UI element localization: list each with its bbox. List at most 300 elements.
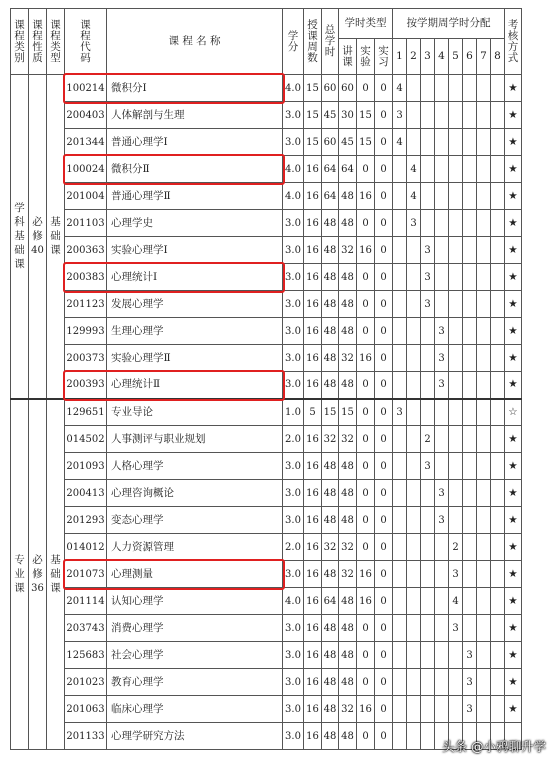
total-hours: 48 (322, 291, 339, 318)
group-type-text: 基 础 课 (50, 553, 61, 594)
term-7-hours (477, 534, 491, 561)
term-1-hours: 4 (393, 75, 407, 102)
practice-hours: 0 (375, 642, 393, 669)
experiment-hours: 16 (357, 588, 375, 615)
exam-method: ★ (505, 102, 522, 129)
term-7-hours (477, 696, 491, 723)
term-6-hours (463, 129, 477, 156)
term-6-hours (463, 102, 477, 129)
course-name: 心理咨询概论 (107, 480, 283, 507)
term-4-hours (435, 102, 449, 129)
credit: 3.0 (283, 291, 304, 318)
group-nature-text: 必 修 40 (31, 215, 44, 256)
term-2-hours (407, 642, 421, 669)
term-3-hours: 3 (421, 453, 435, 480)
term-4-hours (435, 669, 449, 696)
term-6-hours: 3 (463, 696, 477, 723)
header-term-1: 1 (393, 39, 407, 75)
exam-method: ★ (505, 480, 522, 507)
course-name: 生理心理学 (107, 318, 283, 345)
lecture-hours: 32 (339, 237, 357, 264)
total-hours: 48 (322, 669, 339, 696)
experiment-hours: 0 (357, 372, 375, 399)
term-5-hours (449, 480, 463, 507)
practice-hours: 0 (375, 615, 393, 642)
exam-method: ★ (505, 264, 522, 291)
table-row (11, 615, 522, 642)
weeks: 16 (304, 345, 322, 372)
term-1-hours (393, 696, 407, 723)
term-5-hours (449, 507, 463, 534)
practice-hours: 0 (375, 507, 393, 534)
term-4-hours (435, 264, 449, 291)
term-4-hours (435, 210, 449, 237)
experiment-hours: 0 (357, 453, 375, 480)
term-5-hours (449, 129, 463, 156)
credit: 3.0 (283, 723, 304, 750)
table-row (11, 75, 522, 102)
term-4-hours (435, 156, 449, 183)
table-row (11, 318, 522, 345)
term-7-hours (477, 588, 491, 615)
total-hours: 48 (322, 561, 339, 588)
course-name: 心理统计Ⅱ (107, 372, 283, 399)
term-1-hours (393, 561, 407, 588)
credit: 3.0 (283, 615, 304, 642)
term-3-hours (421, 183, 435, 210)
term-1-hours (393, 669, 407, 696)
total-hours: 48 (322, 372, 339, 399)
course-code: 200393 (65, 372, 107, 399)
experiment-hours: 0 (357, 480, 375, 507)
course-code: 201114 (65, 588, 107, 615)
total-hours: 48 (322, 507, 339, 534)
experiment-hours: 16 (357, 237, 375, 264)
practice-hours: 0 (375, 480, 393, 507)
term-5-hours (449, 318, 463, 345)
total-hours: 48 (322, 345, 339, 372)
table-row (11, 264, 522, 291)
term-8-hours (491, 183, 505, 210)
practice-hours: 0 (375, 588, 393, 615)
group-type (47, 75, 65, 399)
practice-hours: 0 (375, 318, 393, 345)
total-hours: 60 (322, 75, 339, 102)
term-7-hours (477, 183, 491, 210)
term-1-hours (393, 210, 407, 237)
term-1-hours: 3 (393, 399, 407, 426)
term-5-hours: 4 (449, 588, 463, 615)
practice-hours: 0 (375, 156, 393, 183)
term-6-hours (463, 156, 477, 183)
term-5-hours (449, 399, 463, 426)
total-hours: 48 (322, 264, 339, 291)
term-8-hours (491, 588, 505, 615)
experiment-hours: 16 (357, 345, 375, 372)
credit: 3.0 (283, 237, 304, 264)
table-row (11, 588, 522, 615)
term-7-hours (477, 237, 491, 264)
curriculum-table (10, 8, 522, 750)
term-8-hours (491, 372, 505, 399)
term-6-hours (463, 426, 477, 453)
practice-hours: 0 (375, 75, 393, 102)
table-row (11, 129, 522, 156)
credit: 3.0 (283, 642, 304, 669)
term-2-hours (407, 291, 421, 318)
weeks: 16 (304, 642, 322, 669)
table-row (11, 453, 522, 480)
term-1-hours (393, 237, 407, 264)
term-8-hours (491, 210, 505, 237)
lecture-hours: 60 (339, 75, 357, 102)
term-2-hours (407, 318, 421, 345)
practice-hours: 0 (375, 453, 393, 480)
table-row (11, 237, 522, 264)
weeks: 16 (304, 237, 322, 264)
term-7-hours (477, 372, 491, 399)
term-5-hours (449, 264, 463, 291)
term-3-hours (421, 210, 435, 237)
table-row (11, 480, 522, 507)
term-4-hours (435, 615, 449, 642)
term-7-hours (477, 561, 491, 588)
term-8-hours (491, 237, 505, 264)
term-2-hours (407, 588, 421, 615)
lecture-hours: 32 (339, 534, 357, 561)
term-5-hours (449, 156, 463, 183)
experiment-hours: 0 (357, 210, 375, 237)
total-hours: 15 (322, 399, 339, 426)
term-8-hours (491, 102, 505, 129)
term-8-hours (491, 426, 505, 453)
term-2-hours (407, 372, 421, 399)
term-4-hours (435, 588, 449, 615)
term-8-hours (491, 534, 505, 561)
total-hours: 48 (322, 237, 339, 264)
term-7-hours (477, 345, 491, 372)
course-code: 100214 (65, 75, 107, 102)
course-name: 心理测量 (107, 561, 283, 588)
term-3-hours (421, 669, 435, 696)
term-4-hours: 3 (435, 345, 449, 372)
header-exam: 考 核 方 式 (505, 9, 522, 75)
term-4-hours: 3 (435, 507, 449, 534)
term-4-hours (435, 696, 449, 723)
group-nature (29, 399, 47, 750)
term-5-hours (449, 102, 463, 129)
total-hours: 48 (322, 615, 339, 642)
term-1-hours (393, 183, 407, 210)
header-category: 课 程 类 别 (11, 9, 29, 75)
term-4-hours (435, 399, 449, 426)
weeks: 16 (304, 723, 322, 750)
term-6-hours (463, 183, 477, 210)
term-3-hours (421, 156, 435, 183)
watermark: 头条 @小鸦聊升学 (442, 739, 546, 754)
practice-hours: 0 (375, 372, 393, 399)
term-2-hours: 3 (407, 210, 421, 237)
course-code: 200403 (65, 102, 107, 129)
term-4-hours (435, 426, 449, 453)
term-2-hours (407, 426, 421, 453)
exam-method: ★ (505, 210, 522, 237)
weeks: 16 (304, 615, 322, 642)
term-7-hours (477, 426, 491, 453)
term-5-hours: 3 (449, 561, 463, 588)
term-2-hours (407, 345, 421, 372)
course-name: 认知心理学 (107, 588, 283, 615)
course-code: 201073 (65, 561, 107, 588)
total-hours: 48 (322, 453, 339, 480)
weeks: 15 (304, 102, 322, 129)
weeks: 16 (304, 291, 322, 318)
course-code: 201093 (65, 453, 107, 480)
exam-method: ★ (505, 345, 522, 372)
lecture-hours: 48 (339, 642, 357, 669)
lecture-hours: 48 (339, 210, 357, 237)
credit: 4.0 (283, 183, 304, 210)
header-experiment: 实 验 (357, 39, 375, 75)
weeks: 16 (304, 561, 322, 588)
term-3-hours: 2 (421, 426, 435, 453)
exam-method: ★ (505, 669, 522, 696)
term-6-hours (463, 534, 477, 561)
course-name: 微积分Ⅱ (107, 156, 283, 183)
term-7-hours (477, 102, 491, 129)
term-6-hours (463, 264, 477, 291)
term-3-hours (421, 102, 435, 129)
practice-hours: 0 (375, 561, 393, 588)
term-3-hours (421, 507, 435, 534)
term-8-hours (491, 399, 505, 426)
table-row (11, 642, 522, 669)
term-7-hours (477, 507, 491, 534)
course-name: 临床心理学 (107, 696, 283, 723)
term-2-hours (407, 237, 421, 264)
credit: 3.0 (283, 264, 304, 291)
weeks: 16 (304, 588, 322, 615)
experiment-hours: 16 (357, 696, 375, 723)
term-2-hours (407, 507, 421, 534)
term-4-hours (435, 75, 449, 102)
term-1-hours (393, 318, 407, 345)
exam-method: ★ (505, 507, 522, 534)
term-7-hours (477, 615, 491, 642)
term-5-hours (449, 291, 463, 318)
table-row (11, 399, 522, 426)
course-code: 201133 (65, 723, 107, 750)
term-1-hours (393, 480, 407, 507)
lecture-hours: 48 (339, 372, 357, 399)
term-6-hours (463, 507, 477, 534)
total-hours: 64 (322, 183, 339, 210)
total-hours: 64 (322, 156, 339, 183)
group-nature (29, 75, 47, 399)
weeks: 15 (304, 129, 322, 156)
experiment-hours: 0 (357, 426, 375, 453)
header-row-top (11, 9, 522, 39)
practice-hours: 0 (375, 129, 393, 156)
credit: 3.0 (283, 345, 304, 372)
course-code: 014502 (65, 426, 107, 453)
course-name: 发展心理学 (107, 291, 283, 318)
header-term-7: 7 (477, 39, 491, 75)
term-6-hours (463, 561, 477, 588)
term-4-hours: 3 (435, 372, 449, 399)
exam-method: ★ (505, 696, 522, 723)
header-name: 课 程 名 称 (107, 9, 283, 75)
term-8-hours (491, 156, 505, 183)
group-type (47, 399, 65, 750)
exam-method: ★ (505, 75, 522, 102)
lecture-hours: 48 (339, 615, 357, 642)
lecture-hours: 48 (339, 453, 357, 480)
total-hours: 48 (322, 723, 339, 750)
term-5-hours (449, 669, 463, 696)
course-name: 心理学研究方法 (107, 723, 283, 750)
lecture-hours: 32 (339, 426, 357, 453)
course-code: 201004 (65, 183, 107, 210)
term-4-hours (435, 534, 449, 561)
header-practice: 实 习 (375, 39, 393, 75)
term-6-hours (463, 372, 477, 399)
term-8-hours (491, 669, 505, 696)
course-code: 014012 (65, 534, 107, 561)
experiment-hours: 15 (357, 102, 375, 129)
exam-method: ★ (505, 183, 522, 210)
term-2-hours (407, 561, 421, 588)
course-name: 消费心理学 (107, 615, 283, 642)
table-row (11, 291, 522, 318)
term-2-hours (407, 723, 421, 750)
term-3-hours (421, 372, 435, 399)
experiment-hours: 0 (357, 507, 375, 534)
weeks: 16 (304, 210, 322, 237)
course-name: 实验心理学Ⅱ (107, 345, 283, 372)
exam-method: ★ (505, 129, 522, 156)
course-name: 社会心理学 (107, 642, 283, 669)
term-3-hours (421, 642, 435, 669)
term-2-hours: 4 (407, 183, 421, 210)
term-1-hours (393, 507, 407, 534)
header-term-2: 2 (407, 39, 421, 75)
term-3-hours (421, 696, 435, 723)
term-1-hours (393, 291, 407, 318)
term-4-hours (435, 237, 449, 264)
course-code: 201103 (65, 210, 107, 237)
term-7-hours (477, 291, 491, 318)
lecture-hours: 64 (339, 156, 357, 183)
term-1-hours (393, 264, 407, 291)
term-6-hours (463, 399, 477, 426)
header-weeks: 授 课 周 数 (304, 9, 322, 75)
credit: 3.0 (283, 372, 304, 399)
term-2-hours (407, 399, 421, 426)
term-6-hours (463, 480, 477, 507)
lecture-hours: 48 (339, 318, 357, 345)
weeks: 16 (304, 156, 322, 183)
header-term-3: 3 (421, 39, 435, 75)
term-6-hours (463, 237, 477, 264)
term-5-hours (449, 642, 463, 669)
total-hours: 48 (322, 480, 339, 507)
course-name: 心理统计Ⅰ (107, 264, 283, 291)
term-3-hours (421, 588, 435, 615)
credit: 3.0 (283, 507, 304, 534)
lecture-hours: 48 (339, 588, 357, 615)
term-8-hours (491, 291, 505, 318)
term-2-hours (407, 264, 421, 291)
term-7-hours (477, 318, 491, 345)
total-hours: 48 (322, 642, 339, 669)
header-term-dist: 按学期周学时分配 (393, 9, 505, 39)
credit: 4.0 (283, 156, 304, 183)
term-1-hours: 4 (393, 129, 407, 156)
term-4-hours (435, 642, 449, 669)
course-name: 普通心理学Ⅰ (107, 129, 283, 156)
term-8-hours (491, 129, 505, 156)
term-7-hours (477, 210, 491, 237)
weeks: 16 (304, 426, 322, 453)
exam-method: ☆ (505, 399, 522, 426)
exam-method: ★ (505, 588, 522, 615)
term-8-hours (491, 318, 505, 345)
exam-method: ★ (505, 426, 522, 453)
header-type: 课 程 类 型 (47, 9, 65, 75)
lecture-hours: 48 (339, 669, 357, 696)
term-5-hours (449, 183, 463, 210)
term-3-hours (421, 345, 435, 372)
weeks: 16 (304, 696, 322, 723)
table-row (11, 183, 522, 210)
term-8-hours (491, 345, 505, 372)
term-4-hours: 3 (435, 318, 449, 345)
course-code: 201293 (65, 507, 107, 534)
lecture-hours: 48 (339, 264, 357, 291)
term-1-hours (393, 642, 407, 669)
lecture-hours: 45 (339, 129, 357, 156)
term-1-hours (393, 426, 407, 453)
term-5-hours (449, 696, 463, 723)
practice-hours: 0 (375, 426, 393, 453)
term-3-hours (421, 723, 435, 750)
term-7-hours (477, 399, 491, 426)
practice-hours: 0 (375, 183, 393, 210)
total-hours: 60 (322, 129, 339, 156)
term-4-hours (435, 129, 449, 156)
group-nature-text: 必 修 36 (31, 553, 44, 594)
practice-hours: 0 (375, 534, 393, 561)
weeks: 5 (304, 399, 322, 426)
term-7-hours (477, 642, 491, 669)
term-2-hours: 4 (407, 156, 421, 183)
term-3-hours (421, 75, 435, 102)
term-6-hours (463, 318, 477, 345)
credit: 3.0 (283, 129, 304, 156)
group-category-text: 学 科 基 础 课 (14, 201, 25, 270)
term-1-hours (393, 372, 407, 399)
group-category (11, 75, 29, 399)
term-5-hours (449, 237, 463, 264)
term-7-hours (477, 75, 491, 102)
lecture-hours: 15 (339, 399, 357, 426)
term-8-hours (491, 480, 505, 507)
table-row (11, 426, 522, 453)
term-6-hours (463, 291, 477, 318)
credit: 4.0 (283, 75, 304, 102)
course-code: 201344 (65, 129, 107, 156)
